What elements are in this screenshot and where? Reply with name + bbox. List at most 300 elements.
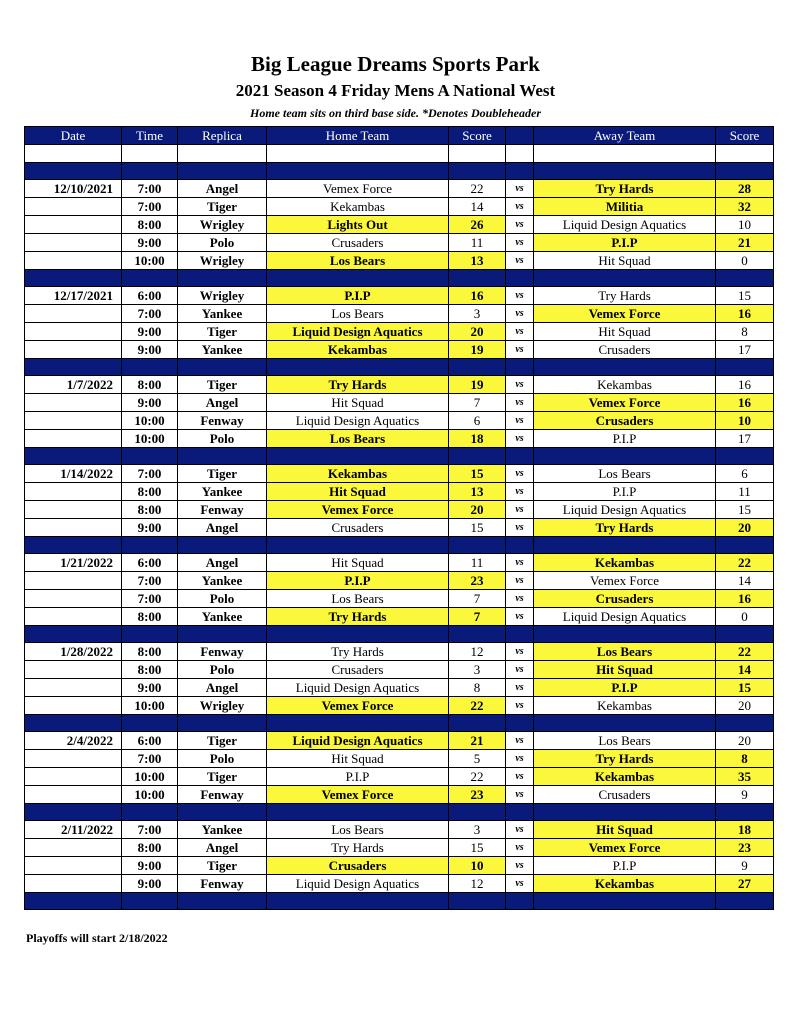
away-score: 6 [716, 465, 774, 483]
game-field: Yankee [178, 305, 267, 323]
week-separator [25, 804, 774, 821]
home-team: Vemex Force [267, 180, 449, 198]
home-score: 22 [449, 768, 506, 786]
away-team: Vemex Force [534, 839, 716, 857]
game-row [25, 519, 774, 537]
home-team: Liquid Design Aquatics [267, 412, 449, 430]
home-score: 13 [449, 483, 506, 501]
vs-label: vs [506, 643, 534, 661]
away-score: 20 [716, 697, 774, 715]
home-team: Hit Squad [267, 394, 449, 412]
empty-cell [178, 537, 267, 554]
home-score: 12 [449, 875, 506, 893]
away-score: 21 [716, 234, 774, 252]
away-score: 18 [716, 821, 774, 839]
empty-cell [716, 359, 774, 376]
empty-cell [122, 715, 178, 732]
vs-label: vs [506, 679, 534, 697]
empty-cell [267, 448, 449, 465]
game-field: Yankee [178, 821, 267, 839]
game-time: 9:00 [122, 341, 178, 359]
home-team: Los Bears [267, 821, 449, 839]
empty-cell [534, 448, 716, 465]
col-header-away-team: Away Team [534, 127, 716, 145]
game-row [25, 768, 774, 786]
away-team: P.I.P [534, 483, 716, 501]
game-field: Polo [178, 661, 267, 679]
empty-cell [25, 145, 122, 163]
game-field: Yankee [178, 608, 267, 626]
empty-cell [534, 270, 716, 287]
away-team: Vemex Force [534, 305, 716, 323]
empty-cell [716, 537, 774, 554]
away-team: Try Hards [534, 519, 716, 537]
vs-label: vs [506, 590, 534, 608]
game-time: 9:00 [122, 519, 178, 537]
away-score: 32 [716, 198, 774, 216]
empty-cell [716, 145, 774, 163]
empty-cell [267, 715, 449, 732]
col-header-date: Date [25, 127, 122, 145]
home-score: 15 [449, 465, 506, 483]
home-score: 7 [449, 590, 506, 608]
empty-cell [122, 537, 178, 554]
home-team: Los Bears [267, 305, 449, 323]
home-team: Vemex Force [267, 697, 449, 715]
away-team: Los Bears [534, 465, 716, 483]
empty-cell [506, 145, 534, 163]
game-date [25, 394, 122, 412]
vs-label: vs [506, 875, 534, 893]
game-field: Angel [178, 554, 267, 572]
game-time: 7:00 [122, 590, 178, 608]
empty-cell [267, 359, 449, 376]
game-field: Polo [178, 234, 267, 252]
away-team: Kekambas [534, 768, 716, 786]
game-row [25, 216, 774, 234]
away-score: 0 [716, 608, 774, 626]
empty-cell [449, 626, 506, 643]
empty-cell [534, 804, 716, 821]
game-time: 7:00 [122, 572, 178, 590]
game-time: 10:00 [122, 252, 178, 270]
away-score: 10 [716, 412, 774, 430]
game-date: 1/14/2022 [25, 465, 122, 483]
game-date [25, 519, 122, 537]
vs-label: vs [506, 857, 534, 875]
empty-cell [534, 626, 716, 643]
vs-label: vs [506, 750, 534, 768]
game-time: 10:00 [122, 412, 178, 430]
away-team: P.I.P [534, 234, 716, 252]
game-row [25, 572, 774, 590]
away-team: Los Bears [534, 643, 716, 661]
game-row [25, 875, 774, 893]
home-score: 21 [449, 732, 506, 750]
vs-label: vs [506, 732, 534, 750]
away-team: Hit Squad [534, 323, 716, 341]
game-row [25, 376, 774, 394]
empty-cell [178, 626, 267, 643]
game-field: Angel [178, 519, 267, 537]
game-field: Polo [178, 750, 267, 768]
empty-cell [449, 537, 506, 554]
game-date [25, 839, 122, 857]
game-field: Polo [178, 590, 267, 608]
game-time: 10:00 [122, 697, 178, 715]
game-row [25, 412, 774, 430]
game-field: Fenway [178, 643, 267, 661]
game-time: 8:00 [122, 643, 178, 661]
col-header-home-team: Home Team [267, 127, 449, 145]
vs-label: vs [506, 234, 534, 252]
home-team: Los Bears [267, 430, 449, 448]
week-separator [25, 537, 774, 554]
away-score: 28 [716, 180, 774, 198]
empty-cell [122, 893, 178, 910]
game-field: Fenway [178, 786, 267, 804]
away-score: 23 [716, 839, 774, 857]
game-date: 1/7/2022 [25, 376, 122, 394]
home-score: 22 [449, 697, 506, 715]
vs-label: vs [506, 412, 534, 430]
game-time: 9:00 [122, 679, 178, 697]
home-score: 13 [449, 252, 506, 270]
away-score: 10 [716, 216, 774, 234]
game-time: 10:00 [122, 768, 178, 786]
home-team: P.I.P [267, 572, 449, 590]
game-field: Tiger [178, 465, 267, 483]
empty-cell [534, 537, 716, 554]
empty-cell [449, 163, 506, 180]
game-date [25, 430, 122, 448]
game-row [25, 234, 774, 252]
empty-cell [449, 359, 506, 376]
schedule-note: Home team sits on third base side. *Denotes Doubleheader [250, 106, 541, 120]
game-date [25, 198, 122, 216]
game-row [25, 394, 774, 412]
away-team: Liquid Design Aquatics [534, 501, 716, 519]
home-team: Try Hards [267, 643, 449, 661]
empty-cell [25, 893, 122, 910]
home-team: Kekambas [267, 341, 449, 359]
game-date: 2/4/2022 [25, 732, 122, 750]
away-team: Crusaders [534, 341, 716, 359]
away-team: Vemex Force [534, 394, 716, 412]
away-score: 35 [716, 768, 774, 786]
game-field: Angel [178, 839, 267, 857]
away-team: Crusaders [534, 412, 716, 430]
empty-cell [122, 163, 178, 180]
game-row [25, 857, 774, 875]
home-score: 15 [449, 519, 506, 537]
vs-label: vs [506, 697, 534, 715]
game-row [25, 305, 774, 323]
away-score: 22 [716, 554, 774, 572]
away-score: 20 [716, 519, 774, 537]
game-date [25, 412, 122, 430]
empty-cell [25, 537, 122, 554]
away-team: P.I.P [534, 679, 716, 697]
game-date [25, 572, 122, 590]
empty-cell [716, 626, 774, 643]
away-team: Kekambas [534, 875, 716, 893]
vs-label: vs [506, 554, 534, 572]
away-team: P.I.P [534, 857, 716, 875]
away-team: Vemex Force [534, 572, 716, 590]
home-team: P.I.P [267, 768, 449, 786]
vs-label: vs [506, 786, 534, 804]
game-date [25, 875, 122, 893]
game-field: Yankee [178, 572, 267, 590]
empty-cell [449, 893, 506, 910]
home-score: 23 [449, 572, 506, 590]
game-field: Fenway [178, 501, 267, 519]
col-header-replica: Replica [178, 127, 267, 145]
game-time: 9:00 [122, 875, 178, 893]
game-time: 8:00 [122, 483, 178, 501]
away-score: 16 [716, 376, 774, 394]
vs-label: vs [506, 305, 534, 323]
week-separator [25, 448, 774, 465]
vs-label: vs [506, 430, 534, 448]
game-time: 9:00 [122, 234, 178, 252]
empty-cell [25, 163, 122, 180]
empty-cell [178, 715, 267, 732]
game-time: 7:00 [122, 305, 178, 323]
empty-cell [506, 270, 534, 287]
game-row [25, 697, 774, 715]
empty-cell [716, 163, 774, 180]
empty-cell [25, 270, 122, 287]
away-score: 15 [716, 501, 774, 519]
game-date [25, 216, 122, 234]
home-team: Kekambas [267, 465, 449, 483]
home-score: 5 [449, 750, 506, 768]
game-date [25, 786, 122, 804]
empty-cell [267, 537, 449, 554]
playoffs-note: Playoffs will start 2/18/2022 [26, 931, 168, 945]
away-score: 17 [716, 341, 774, 359]
home-score: 11 [449, 554, 506, 572]
game-time: 10:00 [122, 786, 178, 804]
game-time: 8:00 [122, 839, 178, 857]
vs-label: vs [506, 661, 534, 679]
game-time: 7:00 [122, 180, 178, 198]
game-row [25, 839, 774, 857]
vs-label: vs [506, 519, 534, 537]
empty-cell [506, 626, 534, 643]
home-team: Liquid Design Aquatics [267, 875, 449, 893]
away-score: 16 [716, 394, 774, 412]
empty-cell [506, 448, 534, 465]
game-time: 6:00 [122, 732, 178, 750]
game-row [25, 786, 774, 804]
empty-cell [267, 893, 449, 910]
away-score: 17 [716, 430, 774, 448]
game-row [25, 661, 774, 679]
away-score: 9 [716, 786, 774, 804]
page-subtitle: 2021 Season 4 Friday Mens A National West [235, 81, 556, 100]
home-team: Crusaders [267, 661, 449, 679]
week-separator [25, 893, 774, 910]
vs-label: vs [506, 394, 534, 412]
vs-label: vs [506, 198, 534, 216]
empty-cell [122, 626, 178, 643]
game-row [25, 341, 774, 359]
table-header-row [25, 127, 774, 145]
vs-label: vs [506, 287, 534, 305]
game-time: 9:00 [122, 323, 178, 341]
home-score: 18 [449, 430, 506, 448]
empty-cell [122, 804, 178, 821]
home-score: 6 [449, 412, 506, 430]
empty-cell [506, 163, 534, 180]
game-row [25, 608, 774, 626]
game-row [25, 501, 774, 519]
empty-cell [178, 359, 267, 376]
home-score: 3 [449, 821, 506, 839]
home-score: 15 [449, 839, 506, 857]
game-row [25, 180, 774, 198]
game-date [25, 590, 122, 608]
game-time: 7:00 [122, 465, 178, 483]
empty-cell [506, 804, 534, 821]
empty-cell [534, 893, 716, 910]
home-team: Try Hards [267, 608, 449, 626]
home-team: Vemex Force [267, 501, 449, 519]
game-time: 8:00 [122, 376, 178, 394]
away-score: 16 [716, 590, 774, 608]
empty-cell [534, 359, 716, 376]
game-row [25, 750, 774, 768]
away-score: 20 [716, 732, 774, 750]
home-score: 3 [449, 661, 506, 679]
home-team: Try Hards [267, 376, 449, 394]
home-score: 14 [449, 198, 506, 216]
home-score: 19 [449, 376, 506, 394]
empty-cell [178, 893, 267, 910]
home-team: Kekambas [267, 198, 449, 216]
home-team: Hit Squad [267, 554, 449, 572]
vs-label: vs [506, 252, 534, 270]
vs-label: vs [506, 376, 534, 394]
away-score: 14 [716, 572, 774, 590]
empty-cell [178, 163, 267, 180]
vs-label: vs [506, 323, 534, 341]
game-date [25, 679, 122, 697]
empty-cell [267, 145, 449, 163]
away-team: Hit Squad [534, 821, 716, 839]
empty-cell [267, 270, 449, 287]
game-time: 9:00 [122, 394, 178, 412]
col-header-away-score: Score [716, 127, 774, 145]
col-header-home-score: Score [449, 127, 506, 145]
empty-cell [178, 270, 267, 287]
game-row [25, 643, 774, 661]
game-time: 7:00 [122, 821, 178, 839]
game-field: Fenway [178, 875, 267, 893]
game-row [25, 252, 774, 270]
home-team: Crusaders [267, 857, 449, 875]
vs-label: vs [506, 572, 534, 590]
week-separator [25, 163, 774, 180]
away-team: Los Bears [534, 732, 716, 750]
home-score: 7 [449, 394, 506, 412]
game-field: Wrigley [178, 697, 267, 715]
away-team: Hit Squad [534, 252, 716, 270]
game-time: 10:00 [122, 430, 178, 448]
game-row [25, 554, 774, 572]
game-time: 8:00 [122, 608, 178, 626]
empty-cell [716, 270, 774, 287]
game-row [25, 198, 774, 216]
away-team: Kekambas [534, 376, 716, 394]
home-team: Lights Out [267, 216, 449, 234]
empty-cell [449, 715, 506, 732]
game-row [25, 430, 774, 448]
col-header-time: Time [122, 127, 178, 145]
empty-cell [534, 715, 716, 732]
game-date [25, 252, 122, 270]
empty-cell [178, 145, 267, 163]
game-date [25, 341, 122, 359]
home-score: 20 [449, 501, 506, 519]
game-row [25, 323, 774, 341]
empty-cell [122, 448, 178, 465]
empty-cell [178, 804, 267, 821]
home-score: 26 [449, 216, 506, 234]
game-field: Fenway [178, 412, 267, 430]
game-time: 9:00 [122, 857, 178, 875]
away-team: Crusaders [534, 786, 716, 804]
away-team: Hit Squad [534, 661, 716, 679]
empty-cell [449, 270, 506, 287]
page-title: Big League Dreams Sports Park [251, 52, 540, 76]
game-field: Tiger [178, 376, 267, 394]
empty-cell [449, 448, 506, 465]
home-team: Hit Squad [267, 750, 449, 768]
away-score: 15 [716, 287, 774, 305]
week-separator [25, 715, 774, 732]
game-time: 8:00 [122, 501, 178, 519]
game-date [25, 661, 122, 679]
home-team: Liquid Design Aquatics [267, 679, 449, 697]
game-field: Angel [178, 394, 267, 412]
game-time: 8:00 [122, 216, 178, 234]
game-time: 7:00 [122, 750, 178, 768]
home-score: 23 [449, 786, 506, 804]
game-field: Tiger [178, 198, 267, 216]
week-separator [25, 626, 774, 643]
empty-cell [178, 448, 267, 465]
vs-label: vs [506, 839, 534, 857]
home-team: Vemex Force [267, 786, 449, 804]
away-team: Militia [534, 198, 716, 216]
empty-cell [506, 537, 534, 554]
empty-cell [716, 715, 774, 732]
game-row [25, 590, 774, 608]
empty-cell [716, 804, 774, 821]
game-row [25, 821, 774, 839]
home-score: 11 [449, 234, 506, 252]
game-date: 12/17/2021 [25, 287, 122, 305]
game-date [25, 483, 122, 501]
game-date: 1/28/2022 [25, 643, 122, 661]
vs-label: vs [506, 341, 534, 359]
home-team: Los Bears [267, 252, 449, 270]
game-date [25, 323, 122, 341]
